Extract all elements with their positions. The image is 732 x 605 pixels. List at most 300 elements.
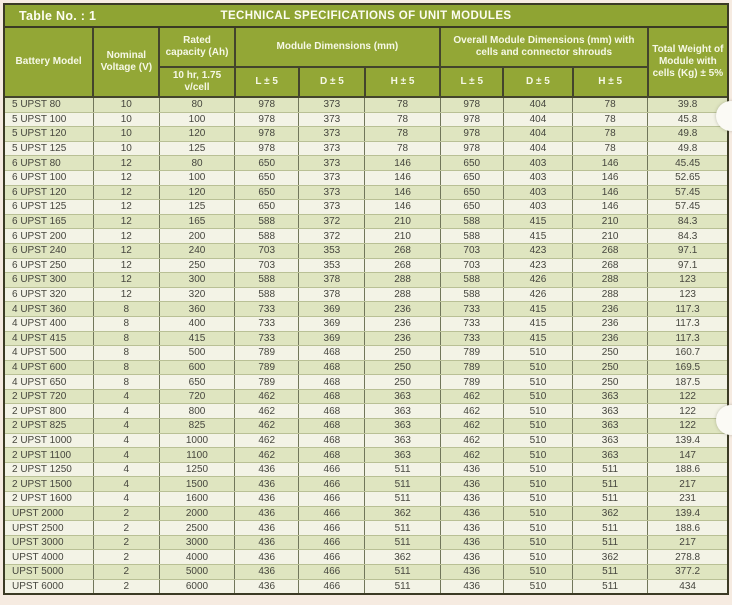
value-cell: 978	[235, 112, 299, 127]
table-row	[5, 200, 727, 215]
value-cell: 78	[573, 97, 648, 112]
battery-model-cell: 4 UPST 500	[5, 346, 93, 361]
value-cell: 362	[365, 550, 440, 565]
value-cell: 8	[93, 346, 159, 361]
value-cell: 978	[440, 97, 503, 112]
value-cell: 2	[93, 535, 159, 550]
value-cell: 268	[573, 243, 648, 258]
value-cell: 231	[648, 492, 727, 507]
value-cell: 404	[503, 141, 572, 156]
battery-model-cell: UPST 4000	[5, 550, 93, 565]
value-cell: 588	[440, 229, 503, 244]
value-cell: 78	[573, 141, 648, 156]
value-cell: 462	[235, 404, 299, 419]
value-cell: 363	[365, 433, 440, 448]
battery-model-cell: 2 UPST 1100	[5, 448, 93, 463]
value-cell: 462	[440, 448, 503, 463]
value-cell: 4	[93, 419, 159, 434]
battery-model-cell: 6 UPST 165	[5, 214, 93, 229]
battery-model-cell: 6 UPST 250	[5, 258, 93, 273]
table-row	[5, 535, 727, 550]
value-cell: 49.8	[648, 141, 727, 156]
value-cell: 377.2	[648, 565, 727, 580]
value-cell: 4	[93, 477, 159, 492]
table-row	[5, 258, 727, 273]
value-cell: 4	[93, 404, 159, 419]
value-cell: 373	[299, 170, 365, 185]
value-cell: 650	[235, 185, 299, 200]
table-row	[5, 273, 727, 288]
value-cell: 434	[648, 579, 727, 593]
value-cell: 510	[503, 360, 572, 375]
value-cell: 268	[573, 258, 648, 273]
table-row	[5, 462, 727, 477]
value-cell: 139.4	[648, 433, 727, 448]
value-cell: 12	[93, 156, 159, 171]
battery-model-cell: 6 UPST 80	[5, 156, 93, 171]
value-cell: 188.6	[648, 462, 727, 477]
value-cell: 510	[503, 346, 572, 361]
value-cell: 650	[440, 170, 503, 185]
value-cell: 300	[159, 273, 234, 288]
value-cell: 650	[235, 170, 299, 185]
value-cell: 511	[573, 492, 648, 507]
value-cell: 373	[299, 97, 365, 112]
value-cell: 236	[365, 331, 440, 346]
table-row	[5, 346, 727, 361]
value-cell: 650	[440, 185, 503, 200]
value-cell: 415	[503, 316, 572, 331]
value-cell: 373	[299, 200, 365, 215]
value-cell: 373	[299, 185, 365, 200]
value-cell: 510	[503, 550, 572, 565]
value-cell: 123	[648, 287, 727, 302]
value-cell: 12	[93, 287, 159, 302]
subheader-module-h: H ± 5	[365, 67, 440, 97]
value-cell: 423	[503, 258, 572, 273]
table-row	[5, 375, 727, 390]
battery-model-cell: 6 UPST 100	[5, 170, 93, 185]
value-cell: 466	[299, 477, 365, 492]
col-header-nominal-voltage: Nominal Voltage (V)	[93, 28, 159, 97]
value-cell: 250	[573, 360, 648, 375]
table-number-label: Table No. : 1	[19, 8, 97, 23]
value-cell: 363	[573, 419, 648, 434]
value-cell: 789	[440, 375, 503, 390]
page-title: TECHNICAL SPECIFICATIONS OF UNIT MODULES	[220, 9, 512, 22]
value-cell: 403	[503, 170, 572, 185]
value-cell: 468	[299, 346, 365, 361]
value-cell: 2000	[159, 506, 234, 521]
value-cell: 188.6	[648, 521, 727, 536]
value-cell: 588	[235, 273, 299, 288]
value-cell: 511	[365, 521, 440, 536]
value-cell: 4	[93, 448, 159, 463]
value-cell: 510	[503, 389, 572, 404]
battery-model-cell: 2 UPST 825	[5, 419, 93, 434]
value-cell: 12	[93, 214, 159, 229]
value-cell: 510	[503, 448, 572, 463]
value-cell: 415	[503, 302, 572, 317]
value-cell: 250	[365, 375, 440, 390]
value-cell: 703	[440, 258, 503, 273]
value-cell: 120	[159, 185, 234, 200]
battery-model-cell: 5 UPST 100	[5, 112, 93, 127]
value-cell: 369	[299, 331, 365, 346]
value-cell: 250	[573, 375, 648, 390]
col-header-overall-dimensions: Overall Module Dimensions (mm) with cells and connector shrouds	[440, 28, 648, 67]
value-cell: 362	[365, 506, 440, 521]
battery-model-cell: 5 UPST 120	[5, 127, 93, 142]
value-cell: 462	[235, 433, 299, 448]
value-cell: 210	[365, 214, 440, 229]
battery-model-cell: 6 UPST 240	[5, 243, 93, 258]
value-cell: 468	[299, 448, 365, 463]
value-cell: 733	[235, 331, 299, 346]
value-cell: 39.8	[648, 97, 727, 112]
value-cell: 8	[93, 302, 159, 317]
value-cell: 466	[299, 579, 365, 593]
value-cell: 372	[299, 214, 365, 229]
value-cell: 462	[235, 419, 299, 434]
value-cell: 415	[159, 331, 234, 346]
scanned-table-page	[3, 3, 729, 595]
value-cell: 403	[503, 200, 572, 215]
value-cell: 45.8	[648, 112, 727, 127]
specifications-table	[5, 28, 727, 593]
value-cell: 146	[365, 200, 440, 215]
value-cell: 2500	[159, 521, 234, 536]
table-row	[5, 97, 727, 112]
value-cell: 466	[299, 492, 365, 507]
value-cell: 1500	[159, 477, 234, 492]
value-cell: 1600	[159, 492, 234, 507]
value-cell: 415	[503, 214, 572, 229]
value-cell: 12	[93, 229, 159, 244]
value-cell: 789	[235, 346, 299, 361]
value-cell: 511	[365, 477, 440, 492]
value-cell: 117.3	[648, 316, 727, 331]
value-cell: 436	[235, 579, 299, 593]
col-header-rated-capacity: Rated capacity (Ah)	[159, 28, 234, 67]
value-cell: 240	[159, 243, 234, 258]
value-cell: 200	[159, 229, 234, 244]
table-row	[5, 389, 727, 404]
value-cell: 268	[365, 243, 440, 258]
table-row	[5, 360, 727, 375]
value-cell: 1250	[159, 462, 234, 477]
value-cell: 733	[440, 316, 503, 331]
value-cell: 510	[503, 477, 572, 492]
value-cell: 468	[299, 375, 365, 390]
value-cell: 650	[440, 200, 503, 215]
value-cell: 49.8	[648, 127, 727, 142]
table-row	[5, 287, 727, 302]
value-cell: 373	[299, 112, 365, 127]
value-cell: 363	[573, 448, 648, 463]
value-cell: 404	[503, 127, 572, 142]
value-cell: 978	[440, 127, 503, 142]
value-cell: 210	[573, 214, 648, 229]
value-cell: 436	[235, 550, 299, 565]
table-row	[5, 477, 727, 492]
value-cell: 511	[365, 565, 440, 580]
table-row	[5, 492, 727, 507]
value-cell: 436	[235, 492, 299, 507]
value-cell: 288	[573, 287, 648, 302]
battery-model-cell: 2 UPST 1500	[5, 477, 93, 492]
table-row	[5, 302, 727, 317]
value-cell: 278.8	[648, 550, 727, 565]
table-row	[5, 506, 727, 521]
value-cell: 415	[503, 331, 572, 346]
table-row	[5, 550, 727, 565]
value-cell: 462	[440, 419, 503, 434]
subheader-module-d: D ± 5	[299, 67, 365, 97]
value-cell: 789	[235, 375, 299, 390]
value-cell: 353	[299, 243, 365, 258]
value-cell: 511	[365, 535, 440, 550]
value-cell: 363	[573, 404, 648, 419]
value-cell: 97.1	[648, 243, 727, 258]
value-cell: 978	[235, 127, 299, 142]
value-cell: 436	[440, 521, 503, 536]
value-cell: 378	[299, 273, 365, 288]
value-cell: 78	[365, 141, 440, 156]
value-cell: 288	[365, 287, 440, 302]
value-cell: 363	[365, 419, 440, 434]
value-cell: 650	[235, 156, 299, 171]
value-cell: 436	[440, 565, 503, 580]
col-header-total-weight: Total Weight of Module with cells (Kg) ± 5%	[648, 28, 727, 97]
value-cell: 80	[159, 97, 234, 112]
value-cell: 436	[440, 535, 503, 550]
table-row	[5, 521, 727, 536]
value-cell: 588	[440, 287, 503, 302]
value-cell: 4	[93, 389, 159, 404]
battery-model-cell: 4 UPST 650	[5, 375, 93, 390]
value-cell: 511	[365, 579, 440, 593]
value-cell: 372	[299, 229, 365, 244]
value-cell: 510	[503, 419, 572, 434]
value-cell: 57.45	[648, 185, 727, 200]
value-cell: 123	[648, 273, 727, 288]
value-cell: 78	[365, 112, 440, 127]
value-cell: 10	[93, 112, 159, 127]
value-cell: 12	[93, 185, 159, 200]
value-cell: 511	[573, 579, 648, 593]
battery-model-cell: 6 UPST 300	[5, 273, 93, 288]
table-row	[5, 185, 727, 200]
value-cell: 415	[503, 229, 572, 244]
value-cell: 165	[159, 214, 234, 229]
value-cell: 236	[573, 316, 648, 331]
value-cell: 436	[235, 521, 299, 536]
value-cell: 703	[235, 243, 299, 258]
value-cell: 139.4	[648, 506, 727, 521]
value-cell: 373	[299, 156, 365, 171]
value-cell: 122	[648, 389, 727, 404]
table-row	[5, 448, 727, 463]
value-cell: 369	[299, 302, 365, 317]
value-cell: 363	[573, 389, 648, 404]
value-cell: 511	[365, 492, 440, 507]
value-cell: 146	[365, 170, 440, 185]
value-cell: 703	[440, 243, 503, 258]
value-cell: 426	[503, 287, 572, 302]
value-cell: 468	[299, 389, 365, 404]
value-cell: 12	[93, 170, 159, 185]
value-cell: 146	[573, 200, 648, 215]
value-cell: 733	[440, 331, 503, 346]
value-cell: 511	[573, 521, 648, 536]
value-cell: 52.65	[648, 170, 727, 185]
value-cell: 10	[93, 141, 159, 156]
subheader-rated-capacity-condition: 10 hr, 1.75 v/cell	[159, 67, 234, 97]
value-cell: 436	[235, 565, 299, 580]
value-cell: 84.3	[648, 229, 727, 244]
battery-model-cell: 4 UPST 415	[5, 331, 93, 346]
value-cell: 600	[159, 360, 234, 375]
value-cell: 650	[159, 375, 234, 390]
value-cell: 789	[235, 360, 299, 375]
value-cell: 250	[159, 258, 234, 273]
value-cell: 117.3	[648, 302, 727, 317]
value-cell: 210	[365, 229, 440, 244]
battery-model-cell: UPST 5000	[5, 565, 93, 580]
value-cell: 436	[440, 492, 503, 507]
value-cell: 978	[440, 112, 503, 127]
value-cell: 268	[365, 258, 440, 273]
value-cell: 426	[503, 273, 572, 288]
value-cell: 462	[440, 433, 503, 448]
table-row	[5, 127, 727, 142]
value-cell: 800	[159, 404, 234, 419]
table-row	[5, 229, 727, 244]
battery-model-cell: 6 UPST 120	[5, 185, 93, 200]
value-cell: 511	[573, 535, 648, 550]
value-cell: 733	[235, 316, 299, 331]
value-cell: 353	[299, 258, 365, 273]
value-cell: 236	[573, 302, 648, 317]
value-cell: 84.3	[648, 214, 727, 229]
value-cell: 146	[573, 170, 648, 185]
value-cell: 436	[440, 550, 503, 565]
value-cell: 236	[365, 316, 440, 331]
value-cell: 978	[440, 141, 503, 156]
value-cell: 588	[235, 229, 299, 244]
value-cell: 825	[159, 419, 234, 434]
value-cell: 2	[93, 550, 159, 565]
table-row	[5, 170, 727, 185]
value-cell: 78	[573, 112, 648, 127]
battery-model-cell: 2 UPST 720	[5, 389, 93, 404]
battery-model-cell: 4 UPST 600	[5, 360, 93, 375]
value-cell: 378	[299, 287, 365, 302]
value-cell: 466	[299, 521, 365, 536]
value-cell: 45.45	[648, 156, 727, 171]
value-cell: 8	[93, 375, 159, 390]
battery-model-cell: 4 UPST 400	[5, 316, 93, 331]
value-cell: 703	[235, 258, 299, 273]
battery-model-cell: 2 UPST 1250	[5, 462, 93, 477]
subheader-module-l: L ± 5	[235, 67, 299, 97]
value-cell: 436	[235, 506, 299, 521]
value-cell: 122	[648, 404, 727, 419]
value-cell: 78	[573, 127, 648, 142]
value-cell: 1100	[159, 448, 234, 463]
value-cell: 510	[503, 492, 572, 507]
value-cell: 369	[299, 316, 365, 331]
value-cell: 169.5	[648, 360, 727, 375]
value-cell: 978	[235, 97, 299, 112]
value-cell: 404	[503, 112, 572, 127]
value-cell: 436	[235, 462, 299, 477]
value-cell: 468	[299, 404, 365, 419]
value-cell: 146	[573, 185, 648, 200]
value-cell: 210	[573, 229, 648, 244]
battery-model-cell: 2 UPST 1600	[5, 492, 93, 507]
value-cell: 511	[573, 477, 648, 492]
value-cell: 146	[365, 185, 440, 200]
value-cell: 733	[235, 302, 299, 317]
value-cell: 100	[159, 112, 234, 127]
value-cell: 373	[299, 141, 365, 156]
value-cell: 423	[503, 243, 572, 258]
value-cell: 187.5	[648, 375, 727, 390]
value-cell: 588	[235, 214, 299, 229]
value-cell: 510	[503, 579, 572, 593]
value-cell: 4	[93, 492, 159, 507]
value-cell: 436	[235, 477, 299, 492]
value-cell: 12	[93, 273, 159, 288]
value-cell: 510	[503, 404, 572, 419]
value-cell: 146	[365, 156, 440, 171]
value-cell: 4000	[159, 550, 234, 565]
value-cell: 466	[299, 462, 365, 477]
value-cell: 8	[93, 360, 159, 375]
value-cell: 462	[235, 389, 299, 404]
value-cell: 510	[503, 462, 572, 477]
value-cell: 511	[573, 565, 648, 580]
table-body	[5, 97, 727, 593]
value-cell: 468	[299, 433, 365, 448]
value-cell: 5000	[159, 565, 234, 580]
value-cell: 466	[299, 535, 365, 550]
table-header	[5, 28, 727, 97]
value-cell: 468	[299, 360, 365, 375]
value-cell: 97.1	[648, 258, 727, 273]
value-cell: 78	[365, 127, 440, 142]
value-cell: 403	[503, 156, 572, 171]
table-row	[5, 316, 727, 331]
value-cell: 125	[159, 200, 234, 215]
value-cell: 362	[573, 550, 648, 565]
value-cell: 217	[648, 477, 727, 492]
value-cell: 217	[648, 535, 727, 550]
value-cell: 12	[93, 243, 159, 258]
table-row	[5, 331, 727, 346]
value-cell: 511	[365, 462, 440, 477]
value-cell: 510	[503, 565, 572, 580]
value-cell: 466	[299, 550, 365, 565]
value-cell: 12	[93, 200, 159, 215]
value-cell: 2	[93, 565, 159, 580]
value-cell: 125	[159, 141, 234, 156]
value-cell: 146	[573, 156, 648, 171]
value-cell: 8	[93, 316, 159, 331]
subheader-overall-l: L ± 5	[440, 67, 503, 97]
